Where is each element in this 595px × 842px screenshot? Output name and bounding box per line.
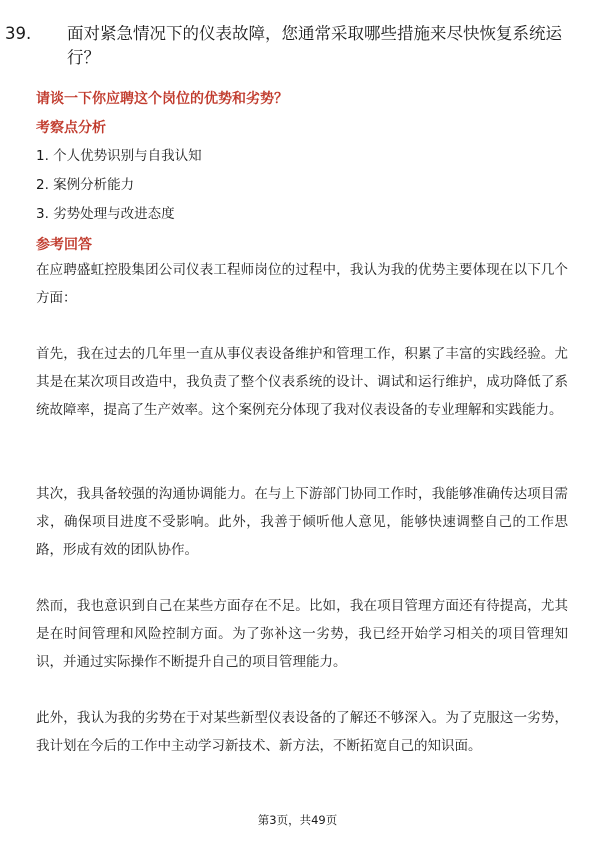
answer-paragraph: 此外，我认为我的劣势在于对某些新型仪表设备的了解还不够深入。为了克服这一劣势，我计划在今后的工作中主动学习新技术、新方法，不断拓宽自己的知识面。 (36, 710, 568, 754)
question-title (5, 22, 566, 70)
question-text: 面对紧急情况下的仪表故障，您通常采取哪些措施来尽快恢复系统运行？ (67, 24, 562, 67)
answer-paragraph: 首先，我在过去的几年里一直从事仪表设备维护和管理工作，积累了丰富的实践经验。尤其是在某次项目改造中，我负责了整个仪表系统的设计、调试和运行维护，成功降低了系统故障率，提高了生产效率。这个案例充分体现了我对仪表设备的专业理解和实践能力。 (36, 346, 568, 418)
analysis-item: 3. 劣势处理与改进态度 (36, 206, 175, 222)
answer-paragraph: 然而，我也意识到自己在某些方面存在不足。比如，我在项目管理方面还有待提高，尤其是在时间管理和风险控制方面。为了弥补这一劣势，我已经开始学习相关的项目管理知识，并通过实际操作不断提升自己的项目管理能力。 (36, 598, 568, 670)
question-number: 39. (5, 24, 32, 43)
sub-question: 请谈一下你应聘这个岗位的优势和劣势？ (36, 91, 288, 107)
page-number: 第3页，共49页 (257, 813, 338, 827)
answer-paragraph: 其次，我具备较强的沟通协调能力。在与上下游部门协同工作时，我能够准确传达项目需求，确保项目进度不受影响。此外，我善于倾听他人意见，能够快速调整自己的工作思路，形成有效的团队协作。 (36, 486, 568, 558)
answer-paragraph: 在应聘盛虹控股集团公司仪表工程师岗位的过程中，我认为我的优势主要体现在以下几个方面： (36, 262, 568, 306)
answer-heading: 参考回答 (36, 237, 92, 253)
analysis-item: 1. 个人优势识别与自我认知 (36, 148, 202, 164)
analysis-heading: 考察点分析 (36, 120, 106, 136)
analysis-item: 2. 案例分析能力 (36, 177, 135, 193)
